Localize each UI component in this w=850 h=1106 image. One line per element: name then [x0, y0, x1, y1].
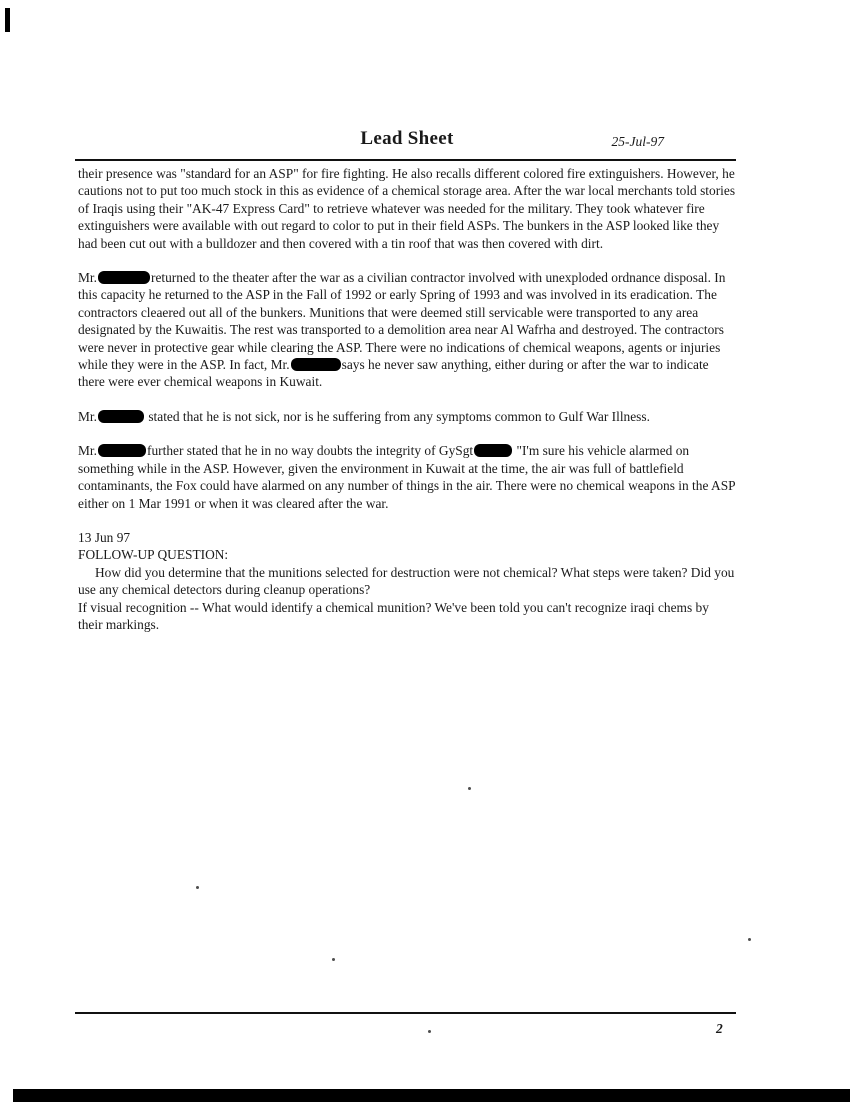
- scan-speck: [428, 1030, 431, 1033]
- scan-speck: [748, 938, 751, 941]
- followup-heading: FOLLOW-UP QUESTION:: [78, 547, 229, 563]
- scan-speck: [332, 958, 335, 961]
- redaction-bar: [98, 271, 150, 284]
- redaction-bar: [291, 358, 341, 371]
- body-paragraph: Mr. further stated that he in no way doubts the integrity of GySgt "I'm sure his vehicle alarmed on something while in the ASP. However, given the environment in Kuwait at the time, the air was full of battlefield contaminants, the Fox could have alarmed on any number of things in the air. There were no chemical weapons in the ASP either on 1 Mar 1991 or when it was cleared after the war.: [78, 443, 736, 511]
- scan-artifact-bottom: [13, 1089, 850, 1102]
- redaction-bar: [474, 444, 512, 457]
- page-number: 2: [716, 1021, 723, 1036]
- scan-speck: [468, 787, 471, 790]
- header-rule: [75, 159, 736, 161]
- redaction-bar: [98, 444, 146, 457]
- document-header: [78, 128, 736, 150]
- body-paragraph: Mr. stated that he is not sick, nor is he suffering from any symptoms common to Gulf War Illness.: [78, 408, 650, 424]
- scan-artifact-topleft: [5, 8, 10, 32]
- scan-speck: [196, 886, 199, 889]
- document-body: [78, 165, 736, 512]
- followup-date: 13 Jun 97: [78, 529, 131, 545]
- followup-question-2: If visual recognition -- What would identify a chemical munition? We've been told you can't recognize iraqi chems by their markings.: [78, 599, 709, 632]
- followup-question-1: How did you determine that the munitions selected for destruction were not chemical? What steps were taken? Did you use any chemical detectors during cleanup operations?: [78, 564, 735, 598]
- body-paragraph: Mr. returned to the theater after the war as a civilian contractor involved with unexploded ordnance disposal. In this capacity he returned to the ASP in the Fall of 1992 or early Spring of 1993 and was involved in its eradication. The contractors cleaered out all of the bunkers. Munitions that were deemed still servicable were transported to any area designated by the Kuwaitis. The rest was transported to a demolition area near Al Wafrha and destroyed. The contractors were never in protective gear while clearing the ASP. There were no indications of chemical weapons, agents or injuries while they were in the ASP. In fact, Mr. says he never saw anything, either during or after the war to indicate there were ever chemical weapons in Kuwait.: [78, 270, 726, 390]
- followup-section: [78, 529, 736, 633]
- document-date: 25-Jul-97: [611, 134, 664, 149]
- document-content: [78, 128, 736, 633]
- body-paragraph: their presence was "standard for an ASP" for fire fighting. He also recalls different colored fire extinguishers. However, he cautions not to put too much stock in this as evidence of a chemical storage area. After the war local merchants told stories of Iraqis using their "AK-47 Express Card" to retrieve whatever was needed for the military. They took whatever fire extinguishers were available with out regard to color to put in their field ASPs. The bunkers in the ASP looked like they had been cut out with a bulldozer and then covered with a tin roof that was then covered with dirt.: [78, 166, 736, 251]
- redaction-bar: [98, 410, 144, 423]
- document-title: Lead Sheet: [360, 128, 454, 149]
- footer-rule: [75, 1012, 736, 1014]
